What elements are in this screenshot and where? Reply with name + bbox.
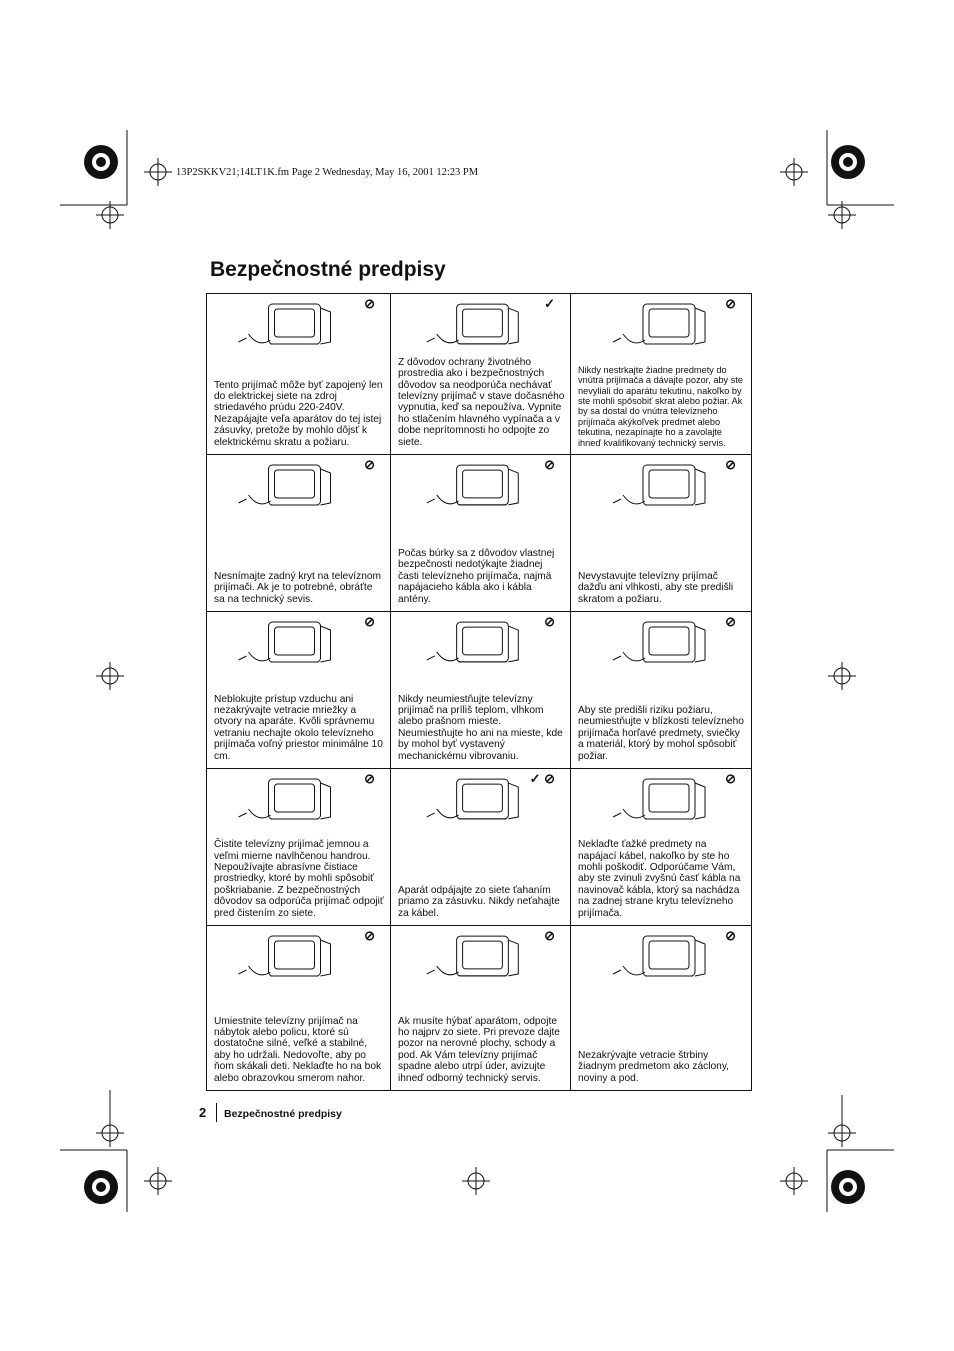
safety-cell (207, 926, 391, 1090)
cable-weight-icon (571, 769, 751, 831)
prohibited-icon: ⊘ (725, 614, 736, 629)
prohibited-icon: ⊘ (725, 296, 736, 311)
registration-mark-icon (462, 1167, 490, 1195)
falling-tv-icon (207, 926, 390, 988)
candle-tv-icon (571, 612, 751, 674)
prohibited-icon: ⊘ (364, 614, 375, 629)
registration-mark-icon (96, 662, 124, 690)
safety-cell (571, 455, 751, 612)
page-number: 2 (199, 1105, 207, 1120)
safety-text: Nevystavujte televízny prijímač dažďu ani vlhkosti, aby ste predišli skratom a požiaru. (578, 570, 734, 605)
footer-divider (216, 1103, 217, 1122)
technician-tv-icon (571, 294, 751, 356)
prohibited-icon: ⊘ (725, 928, 736, 943)
safety-text: Ak musíte hýbať aparátom, odpojte ho najprv zo siete. Pri prevoze dajte pozor na nerovné plochy, schody a pod. Ak Vám televízny prijímač spadne alebo utrpí úder, avizujte ihneď odborný technický servis. (398, 1015, 560, 1084)
safety-cell (391, 926, 571, 1090)
safety-cell (391, 769, 571, 926)
safety-text: Nesnímajte zadný kryt na televíznom prijímači. Ak je to potrebné, obráťte sa na technický sevis. (214, 570, 382, 605)
plug-cables-icon (207, 294, 390, 356)
registration-mark-icon (96, 1119, 124, 1147)
prohibited-icon: ⊘ (364, 771, 375, 786)
safety-cell (571, 926, 751, 1090)
page-title: Bezpečnostné predpisy (210, 258, 446, 281)
ventilation-tv-icon (207, 612, 390, 674)
registration-mark-icon (780, 158, 808, 186)
registration-mark-icon (780, 1167, 808, 1195)
check-icon: ✓ (544, 296, 555, 311)
rain-tv-icon (571, 455, 751, 517)
prohibited-icon: ⊘ (725, 457, 736, 472)
safety-text: Aby ste predišli riziku požiaru, neumiestňujte v blízkosti televízneho prijímača horľavé predmety, sviečky a materiál, ktorý by mohol spôsobiť požiar. (578, 704, 744, 762)
tv-back-cover-icon (207, 455, 390, 517)
prohibited-icon: ⊘ (725, 771, 736, 786)
star-target-icon (831, 145, 865, 179)
registration-mark-icon (144, 158, 172, 186)
cleaning-tv-icon (207, 769, 390, 831)
footer-section-title: Bezpečnostné predpisy (224, 1108, 342, 1120)
safety-cell (571, 769, 751, 926)
safety-text: Čistite televízny prijímač jemnou a veľmi mierne navlhčenou handrou. Nepoužívajte abrasívne čistiace prostriedky, ktoré by mohli spôsobiť poškriabanie. Z bezpečnostných dôvodov sa odporúča prijímač odpojiť pred čistením zo siete. (214, 839, 384, 919)
safety-cell (207, 294, 391, 455)
prohibited-icon: ⊘ (544, 457, 555, 472)
safety-text: Neblokujte prístup vzduchu ani nezakrývajte vetracie mriežky a otvory na aparáte. Kvôli správnemu vetraniu nechajte okolo televízneho prijímača voľný priestor minimálne 10 cm. (214, 693, 383, 762)
covered-tv-icon (571, 926, 751, 988)
safety-text: Z dôvodov ochrany životného prostredia ako i bezpečnostných dôvodov sa neodporúča nechávať televízny prijímač v stave dočasného vypnutia, keď sa nepoužíva. Vypnite ho stlačením hlavného vypínača a v dobe neprítomnosti ho odpojte zo siete. (398, 356, 565, 448)
safety-cell (571, 294, 751, 455)
safety-text: Neklaďte ťažké predmety na napájací kábel, nakoľko by ste ho mohli poškodiť. Odporúčame Vám, aby ste zvinuli zvyšnú časť kábla na navinovač kábla, ktorý sa nachádza na zadnej strane krytu televízneho prijímača. (578, 839, 741, 919)
safety-cell (207, 769, 391, 926)
safety-text: Počas búrky sa z dôvodov vlastnej bezpečnosti nedotýkajte žiadnej časti televízneho prijímača, najmä napájacieho kábla ako i kábla antény. (398, 547, 555, 605)
prohibited-icon: ⊘ (544, 614, 555, 629)
prohibited-icon: ⊘ (364, 928, 375, 943)
prohibited-icon: ⊘ (364, 296, 375, 311)
print-header: 13P2SKKV21;14LT1K.fm Page 2 Wednesday, May 16, 2001 12:23 PM (176, 167, 479, 178)
registration-mark-icon (144, 1167, 172, 1195)
safety-text: Tento prijímač môže byť zapojený len do elektrickej siete na zdroj striedavého prúdu 220-240V. Nezapájajte veľa aparátov do tej istej zásuvky, pretože by mohlo dôjsť k elektrickému skratu a požiaru. (214, 379, 383, 448)
safety-cell (207, 612, 391, 769)
safety-text: Aparát odpájajte zo siete ťahaním priamo za zásuvku. Nikdy neťahajte za kábel. (398, 884, 560, 919)
safety-text: Umiestnite televízny prijímač na nábytok alebo policu, ktoré sú dostatočne silné, veľké a stabilné, aby ho udržali. Nedovoľte, aby po ňom skákali deti. Neklaďte ho na bok alebo obrazovkou smerom nahor. (214, 1015, 382, 1084)
prohibited-icon: ⊘ (364, 457, 375, 472)
prohibited-icon: ✓ ⊘ (529, 771, 555, 786)
safety-cell (571, 612, 751, 769)
safety-text: Nikdy nestrkajte žiadne predmety do vnútra prijímača a dávajte pozor, aby ste nevyliali do aparátu tekutinu, nakoľko by ste mohli spôsobiť skrat alebo požiar. Ak by sa dostal do vnútra televízneho prijímača akýkoľvek predmet alebo tekutina, nezapínajte ho a zavolajte ihneď kvalifikovaný technický servis. (578, 364, 743, 448)
safety-text: Nikdy neumiestňujte televízny prijímač na príliš teplom, vlhkom alebo prašnom mieste. Neumiestňujte ho ani na mieste, kde by mohol byť vystavený mechanickému vibrovaniu. (398, 693, 563, 762)
safety-cell (207, 455, 391, 612)
registration-mark-icon (828, 662, 856, 690)
registration-mark-icon (828, 1119, 856, 1147)
prohibited-icon: ⊘ (544, 928, 555, 943)
safety-cell (391, 455, 571, 612)
safety-cell (391, 294, 571, 455)
star-target-icon (84, 1170, 118, 1204)
safety-grid (206, 293, 752, 1091)
star-target-icon (831, 1170, 865, 1204)
safety-text: Nezakrývajte vetracie štrbiny žiadnym predmetom ako záclony, noviny a pod. (578, 1049, 729, 1084)
safety-cell (391, 612, 571, 769)
star-target-icon (84, 145, 118, 179)
